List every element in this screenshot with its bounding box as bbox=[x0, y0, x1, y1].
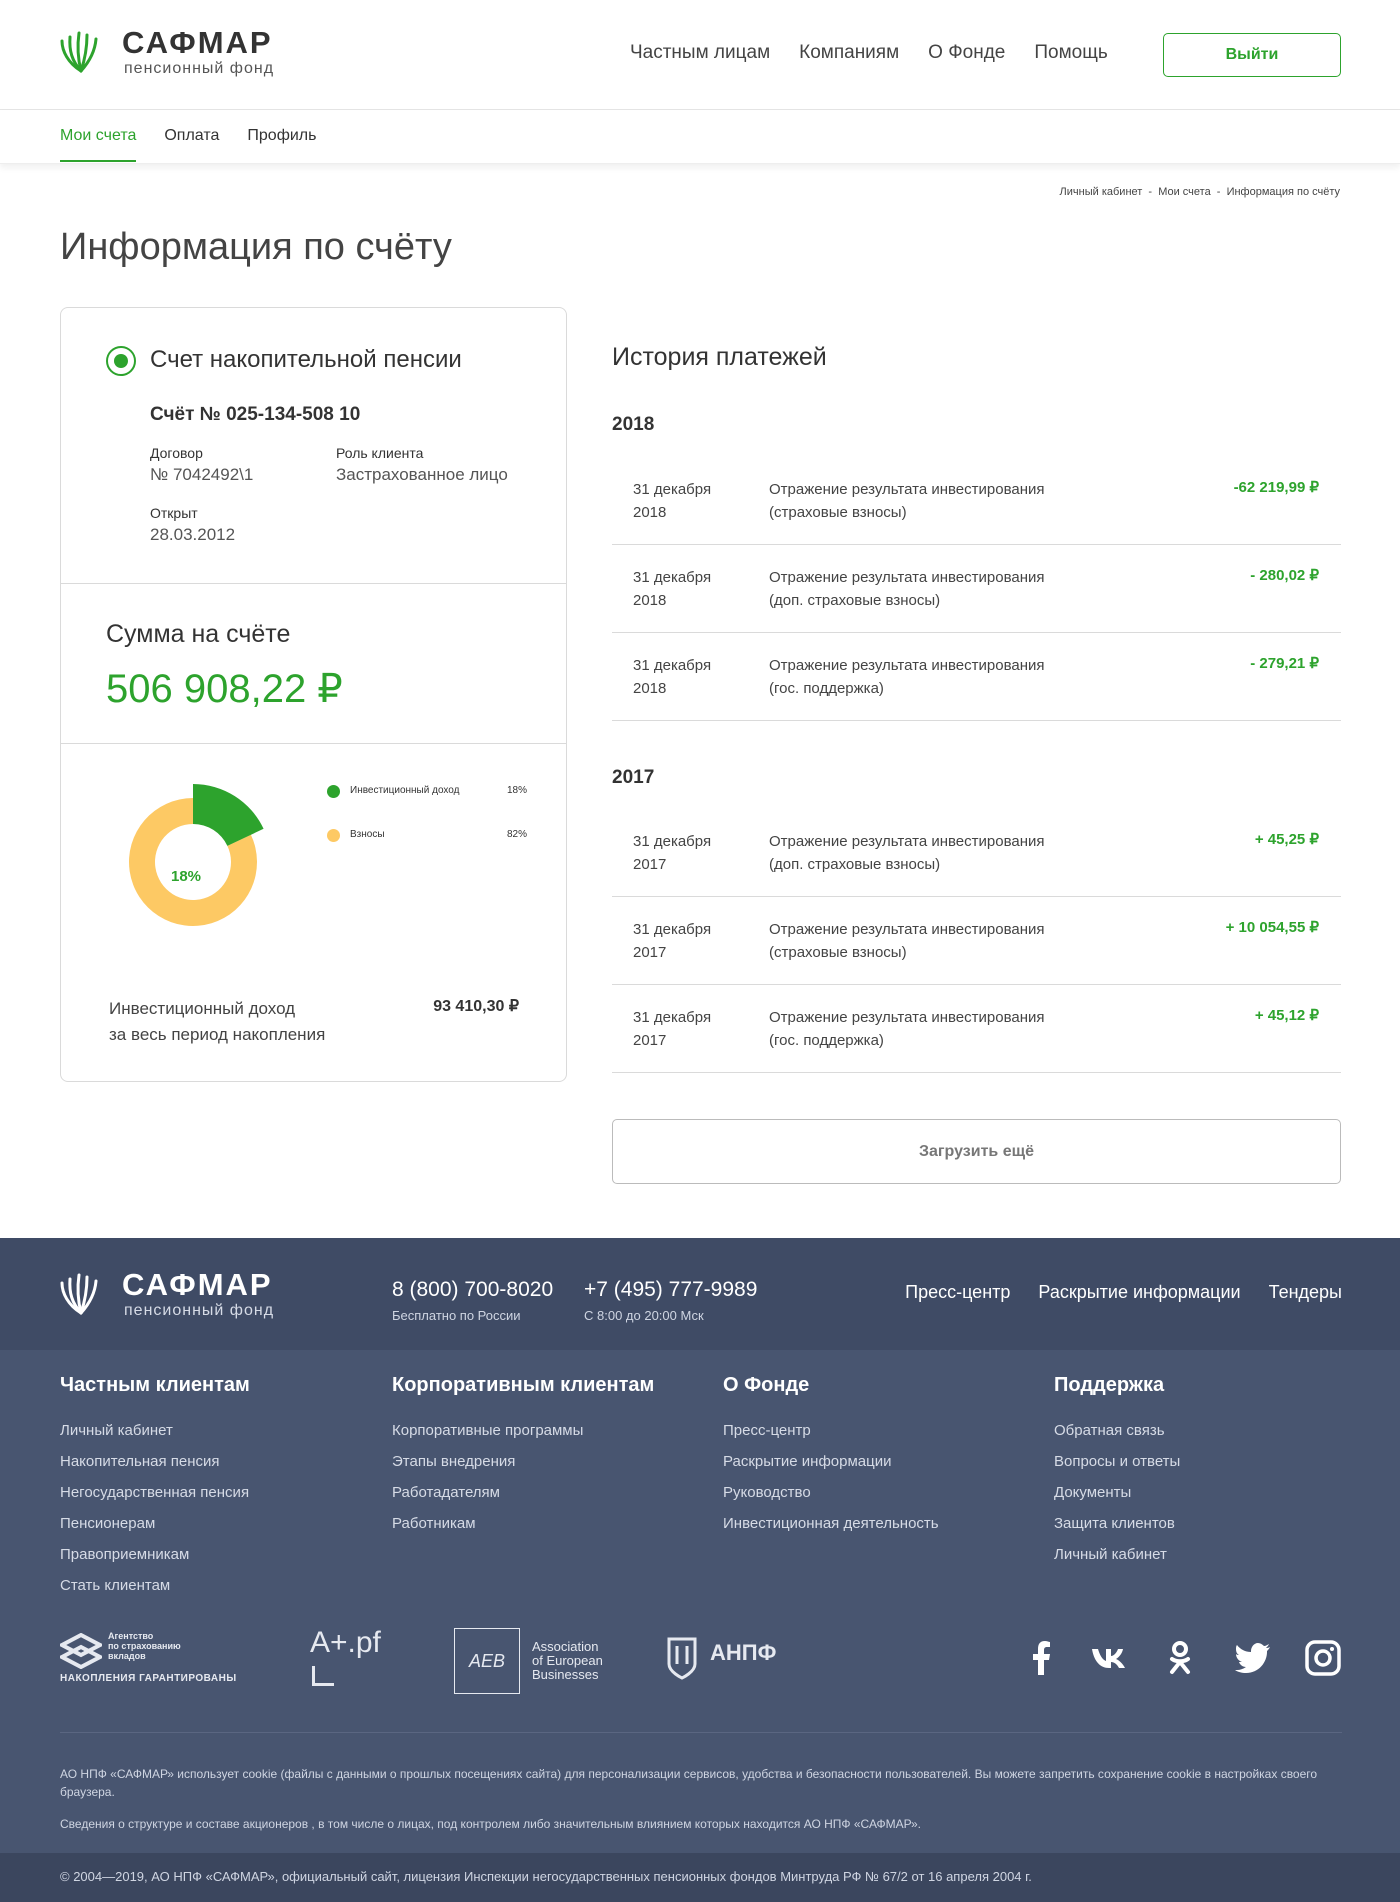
aeb-mark: AEB bbox=[454, 1628, 520, 1694]
asv-line2: по страхованию bbox=[108, 1641, 181, 1651]
footer-link[interactable]: Работадателям bbox=[392, 1484, 500, 1501]
donut-slice-investment bbox=[193, 784, 264, 846]
footer-link[interactable]: Обратная связь bbox=[1054, 1422, 1165, 1439]
sum-title: Сумма на счёте bbox=[106, 620, 291, 648]
footer-link[interactable]: Накопительная пенсия bbox=[60, 1453, 220, 1470]
contract-label: Договор bbox=[150, 445, 203, 461]
row-desc: Отражение результата инвестирования bbox=[769, 657, 1045, 674]
row-year: 2018 bbox=[633, 592, 667, 609]
phone-free-sub: Бесплатно по России bbox=[392, 1308, 521, 1323]
exit-button[interactable]: Выйти bbox=[1163, 33, 1341, 77]
load-more-button[interactable]: Загрузить ещё bbox=[612, 1119, 1341, 1184]
row-desc: Отражение результата инвестирования bbox=[769, 481, 1045, 498]
aeb-line3: Businesses bbox=[532, 1667, 599, 1682]
footer-link[interactable]: Документы bbox=[1054, 1484, 1132, 1501]
footer-link[interactable]: Корпоративные программы bbox=[392, 1422, 584, 1439]
row-year: 2018 bbox=[633, 680, 667, 697]
instagram-icon[interactable] bbox=[1303, 1638, 1343, 1678]
nav-about[interactable]: О Фонде bbox=[928, 42, 1006, 63]
footer-col-title: О Фонде bbox=[723, 1374, 810, 1396]
role-value: Застрахованное лицо bbox=[336, 465, 508, 484]
account-info bbox=[61, 308, 566, 584]
tab-payment[interactable]: Оплата bbox=[164, 127, 220, 144]
row-desc-sub: (гос. поддержка) bbox=[769, 680, 884, 697]
row-year: 2018 bbox=[633, 504, 667, 521]
asv-line1: Агентство bbox=[108, 1631, 154, 1641]
sum-value: 506 908,22 ₽ bbox=[106, 667, 343, 711]
row-date: 31 декабря bbox=[633, 1009, 712, 1026]
footer-logo[interactable] bbox=[58, 1268, 274, 1320]
brand-name: САФМАР bbox=[122, 25, 273, 60]
footer bbox=[0, 1238, 1400, 1902]
row-amount: + 10 054,55 ₽ bbox=[1225, 919, 1319, 936]
odnoklassniki-icon[interactable] bbox=[1160, 1638, 1200, 1678]
account-sum bbox=[61, 584, 566, 744]
asv-line3: вкладов bbox=[108, 1651, 146, 1661]
phone-moscow[interactable]: +7 (495) 777-9989 bbox=[584, 1278, 758, 1301]
row-year: 2017 bbox=[633, 944, 667, 961]
apf-bars-icon bbox=[312, 1666, 334, 1686]
legend-item bbox=[327, 783, 527, 827]
role-label: Роль клиента bbox=[336, 445, 424, 461]
footer-link[interactable]: Пенсионерам bbox=[60, 1515, 156, 1532]
legend-item bbox=[327, 827, 527, 871]
row-desc: Отражение результата инвестирования bbox=[769, 569, 1045, 586]
row-desc-sub: (страховые взносы) bbox=[769, 504, 907, 521]
footer-link[interactable]: Вопросы и ответы bbox=[1054, 1453, 1181, 1470]
account-title: Счет накопительной пенсии bbox=[150, 346, 462, 373]
asv-mark-icon bbox=[60, 1633, 102, 1669]
account-card bbox=[60, 307, 567, 1082]
payment-row bbox=[612, 457, 1341, 545]
year-heading: 2017 bbox=[612, 767, 655, 788]
anpf-logo[interactable] bbox=[666, 1636, 826, 1686]
footer-link[interactable]: Раскрытие информации bbox=[723, 1453, 892, 1470]
logo[interactable] bbox=[58, 26, 274, 78]
legend-pct: 18% bbox=[506, 785, 527, 796]
phone-free[interactable]: 8 (800) 700-8020 bbox=[392, 1278, 554, 1301]
footer-col-title: Корпоративным клиентам bbox=[392, 1374, 655, 1396]
row-desc-sub: (доп. страховые взносы) bbox=[769, 856, 941, 873]
phone-moscow-sub: С 8:00 до 20:00 Мск bbox=[584, 1308, 704, 1323]
row-date: 31 декабря bbox=[633, 657, 712, 674]
breadcrumb[interactable]: Личный кабинет - Мои счета - Информация по счёту bbox=[1059, 186, 1340, 198]
cookie-note: АО НПФ «САФМАР» использует cookie (файлы с данными о прошлых посещениях сайта) для персонализации сервисов, удобства и безопасности пользователей. Вы можете запретить сохранение cookie в настройках своего браузера. bbox=[60, 1767, 1318, 1799]
nav-private[interactable]: Частным лицам bbox=[630, 42, 771, 63]
tab-profile[interactable]: Профиль bbox=[247, 127, 317, 144]
opened-value: 28.03.2012 bbox=[150, 525, 236, 544]
history-title: История платежей bbox=[612, 343, 827, 371]
emblem-icon bbox=[106, 346, 136, 376]
footer-brand-sub: пенсионный фонд bbox=[124, 1302, 275, 1319]
link-tenders[interactable]: Тендеры bbox=[1268, 1282, 1342, 1302]
row-amount: - 280,02 ₽ bbox=[1250, 567, 1319, 584]
contract-value: № 7042492\1 bbox=[150, 465, 254, 484]
row-amount: - 279,21 ₽ bbox=[1250, 655, 1319, 672]
row-date: 31 декабря bbox=[633, 833, 712, 850]
payment-row bbox=[612, 633, 1341, 721]
row-desc-sub: (доп. страховые взносы) bbox=[769, 592, 941, 609]
legend-pct: 82% bbox=[506, 829, 527, 840]
footer-link[interactable]: Стать клиентам bbox=[60, 1577, 171, 1594]
copyright: © 2004—2019, АО НПФ «САФМАР», официальный сайт, лицензия Инспекции негосударственных пенсионных фондов Минтруда РФ № 67/2 от 16 апреля 2004 г. bbox=[60, 1869, 1032, 1884]
row-date: 31 декабря bbox=[633, 921, 712, 938]
shareholders-note[interactable]: Сведения о структуре и составе акционеров , в том числе о лицах, под контролем либо значительным влиянием которых находится АО НПФ «САФМАР». bbox=[60, 1817, 922, 1831]
header bbox=[0, 0, 1400, 110]
row-date: 31 декабря bbox=[633, 481, 712, 498]
chart-legend bbox=[327, 783, 527, 871]
inv-label-line2: за весь период накопления bbox=[109, 1025, 326, 1044]
row-year: 2017 bbox=[633, 1032, 667, 1049]
footer-link[interactable]: Инвестиционная деятельность bbox=[723, 1515, 939, 1532]
row-year: 2017 bbox=[633, 856, 667, 873]
aeb-logo[interactable] bbox=[454, 1628, 614, 1698]
payment-row bbox=[612, 985, 1341, 1073]
link-press[interactable]: Пресс-центр bbox=[905, 1282, 1011, 1302]
footer-col-support bbox=[1054, 1374, 1180, 1570]
top-nav bbox=[630, 42, 1108, 64]
apf-text: A+.pf bbox=[310, 1626, 381, 1659]
footer-link[interactable]: Работникам bbox=[392, 1515, 476, 1532]
row-desc: Отражение результата инвестирования bbox=[769, 1009, 1045, 1026]
payment-row bbox=[612, 809, 1341, 897]
year-heading: 2018 bbox=[612, 414, 655, 435]
nav-companies[interactable]: Компаниям bbox=[799, 42, 900, 63]
footer-link[interactable]: Пресс-центр bbox=[723, 1422, 811, 1439]
legend-name: Взносы bbox=[350, 829, 385, 840]
footer-col-corporate bbox=[392, 1374, 654, 1539]
link-disclosure[interactable]: Раскрытие информации bbox=[1038, 1282, 1241, 1302]
legend-dot-icon bbox=[327, 785, 340, 798]
safmar-logo-icon bbox=[58, 1271, 104, 1317]
asv-logo[interactable] bbox=[60, 1631, 280, 1691]
footer-divider bbox=[60, 1732, 1342, 1733]
brand-sub: пенсионный фонд bbox=[124, 60, 275, 77]
footer-col-title: Поддержка bbox=[1054, 1374, 1165, 1396]
footer-link[interactable]: Руководство bbox=[723, 1484, 811, 1501]
payment-row bbox=[612, 897, 1341, 985]
tab-my-accounts[interactable]: Мои счета bbox=[60, 127, 136, 162]
row-desc: Отражение результата инвестирования bbox=[769, 833, 1045, 850]
footer-top bbox=[0, 1238, 1400, 1350]
row-amount: -62 219,99 ₽ bbox=[1233, 479, 1319, 496]
safmar-logo-icon bbox=[58, 29, 104, 75]
vk-icon[interactable] bbox=[1090, 1638, 1130, 1678]
row-desc-sub: (страховые взносы) bbox=[769, 944, 907, 961]
footer-top-links bbox=[905, 1282, 1342, 1303]
row-amount: + 45,12 ₽ bbox=[1254, 1007, 1319, 1024]
apf-logo[interactable] bbox=[310, 1626, 410, 1696]
nav-help[interactable]: Помощь bbox=[1034, 42, 1108, 63]
footer-col-private bbox=[60, 1374, 250, 1601]
twitter-icon[interactable] bbox=[1233, 1638, 1273, 1678]
investment-income-value: 93 410,30 ₽ bbox=[433, 998, 519, 1015]
aeb-line1: Association bbox=[532, 1639, 599, 1654]
page-title: Информация по счёту bbox=[60, 226, 452, 268]
footer-link[interactable]: Этапы внедрения bbox=[392, 1453, 516, 1470]
footer-col-about bbox=[723, 1374, 939, 1539]
facebook-icon[interactable] bbox=[1021, 1638, 1061, 1678]
footer-link[interactable]: Личный кабинет bbox=[1054, 1546, 1167, 1563]
donut-center-label: 18% bbox=[170, 868, 202, 885]
row-amount: + 45,25 ₽ bbox=[1254, 831, 1319, 848]
footer-link[interactable]: Защита клиентов bbox=[1054, 1515, 1175, 1532]
row-desc-sub: (гос. поддержка) bbox=[769, 1032, 884, 1049]
opened-label: Открыт bbox=[150, 505, 198, 521]
row-date: 31 декабря bbox=[633, 569, 712, 586]
aeb-line2: of European bbox=[532, 1653, 603, 1668]
footer-bottom bbox=[0, 1853, 1400, 1902]
anpf-shield-icon bbox=[666, 1636, 698, 1680]
sub-nav bbox=[0, 110, 1400, 164]
payment-row bbox=[612, 545, 1341, 633]
legend-dot-icon bbox=[327, 829, 340, 842]
inv-label-line1: Инвестиционный доход bbox=[109, 999, 296, 1018]
footer-brand-name: САФМАР bbox=[122, 1267, 273, 1302]
footer-link[interactable]: Негосударственная пенсия bbox=[60, 1484, 250, 1501]
footer-link[interactable]: Личный кабинет bbox=[60, 1422, 173, 1439]
row-desc: Отражение результата инвестирования bbox=[769, 921, 1045, 938]
footer-col-title: Частным клиентам bbox=[60, 1374, 250, 1396]
footer-link[interactable]: Правоприемникам bbox=[60, 1546, 190, 1563]
account-number: Счёт № 025-134-508 10 bbox=[150, 404, 361, 425]
asv-bottom: НАКОПЛЕНИЯ ГАРАНТИРОВАНЫ bbox=[60, 1673, 237, 1684]
donut-chart bbox=[113, 782, 273, 942]
anpf-text: АНПФ bbox=[710, 1640, 777, 1665]
legend-name: Инвестиционный доход bbox=[350, 785, 460, 796]
investment-income-label bbox=[109, 996, 349, 1048]
